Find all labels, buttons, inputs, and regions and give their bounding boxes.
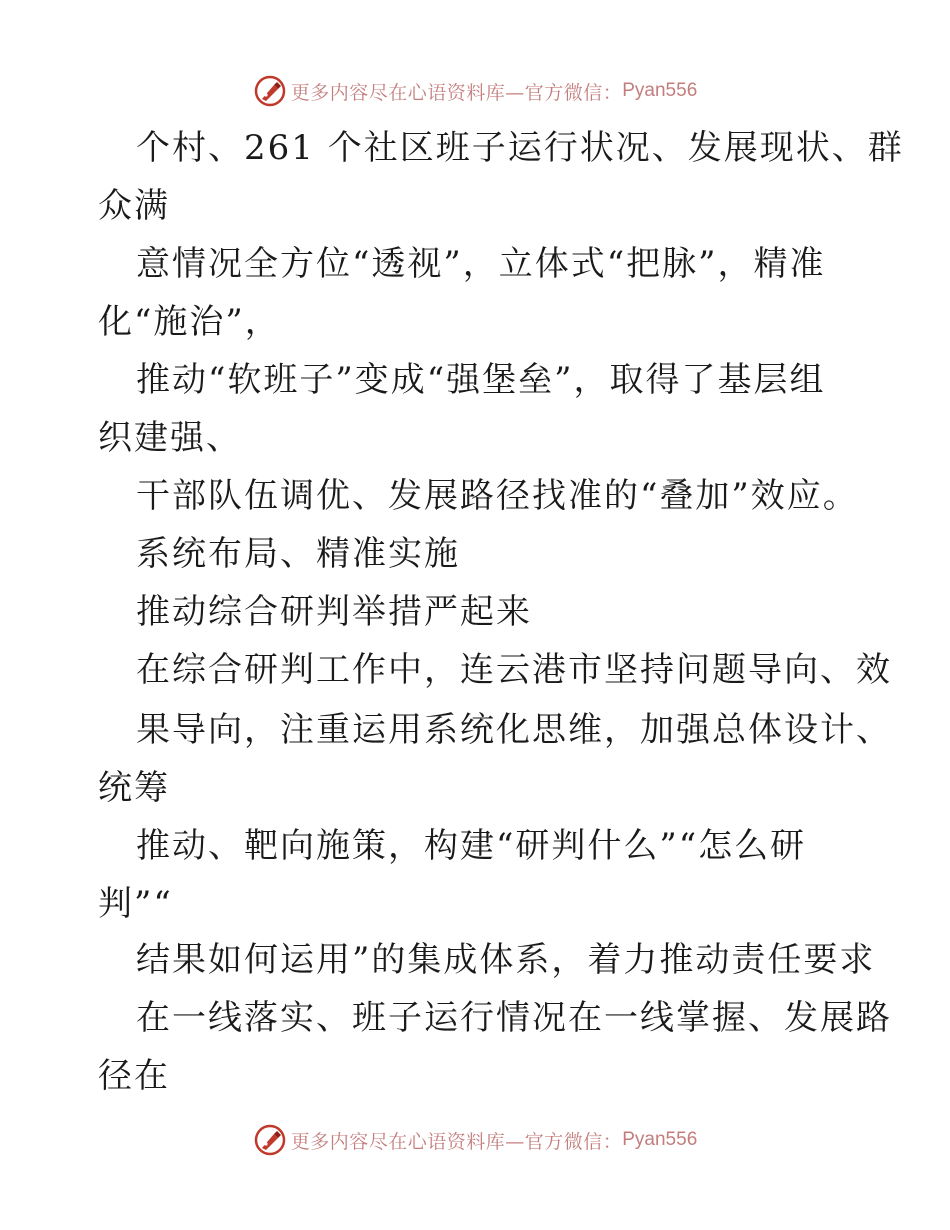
footer-text: 更多内容尽在心语资料库—官方微信： — [290, 1130, 623, 1153]
footer-wechat-id: Pyan556 — [622, 1129, 698, 1150]
section-heading: 系统布局、精准实施 — [136, 534, 460, 574]
text-line: 判”“ — [98, 884, 173, 924]
header-text: 更多内容尽在心语资料库—官方微信： — [290, 81, 623, 104]
footer-banner-inner — [253, 1123, 698, 1157]
pen-nib-logo-icon — [253, 1123, 287, 1157]
footer-banner — [0, 1120, 950, 1160]
text-line: 众满 — [98, 186, 170, 226]
text-line: 意情况全方位“透视”，立体式“把脉”，精准 — [136, 244, 826, 284]
header-banner — [0, 71, 950, 111]
text-line: 推动“软班子”变成“强堡垒”，取得了基层组 — [136, 360, 826, 400]
text-line: 在综合研判工作中，连云港市坚持问题导向、效 — [136, 650, 892, 690]
header-banner-inner — [253, 74, 698, 108]
text-line: 果导向，注重运用系统化思维，加强总体设计、 — [136, 710, 892, 750]
header-wechat-id: Pyan556 — [622, 80, 698, 101]
text-line: 个村、261 个社区班子运行状况、发展现状、群 — [136, 128, 904, 168]
pen-nib-logo-icon — [253, 74, 287, 108]
text-line: 织建强、 — [98, 418, 242, 458]
section-subheading: 推动综合研判举措严起来 — [136, 592, 532, 632]
text-line: 化“施治”， — [98, 302, 281, 342]
text-line: 推动、靶向施策，构建“研判什么”“怎么研 — [136, 826, 807, 866]
text-line: 径在 — [98, 1056, 170, 1096]
text-line: 干部队伍调优、发展路径找准的“叠加”效应。 — [136, 476, 859, 516]
text-line: 在一线落实、班子运行情况在一线掌握、发展路 — [136, 998, 892, 1038]
text-line: 结果如何运用”的集成体系，着力推动责任要求 — [136, 940, 876, 980]
text-line: 统筹 — [98, 768, 170, 808]
